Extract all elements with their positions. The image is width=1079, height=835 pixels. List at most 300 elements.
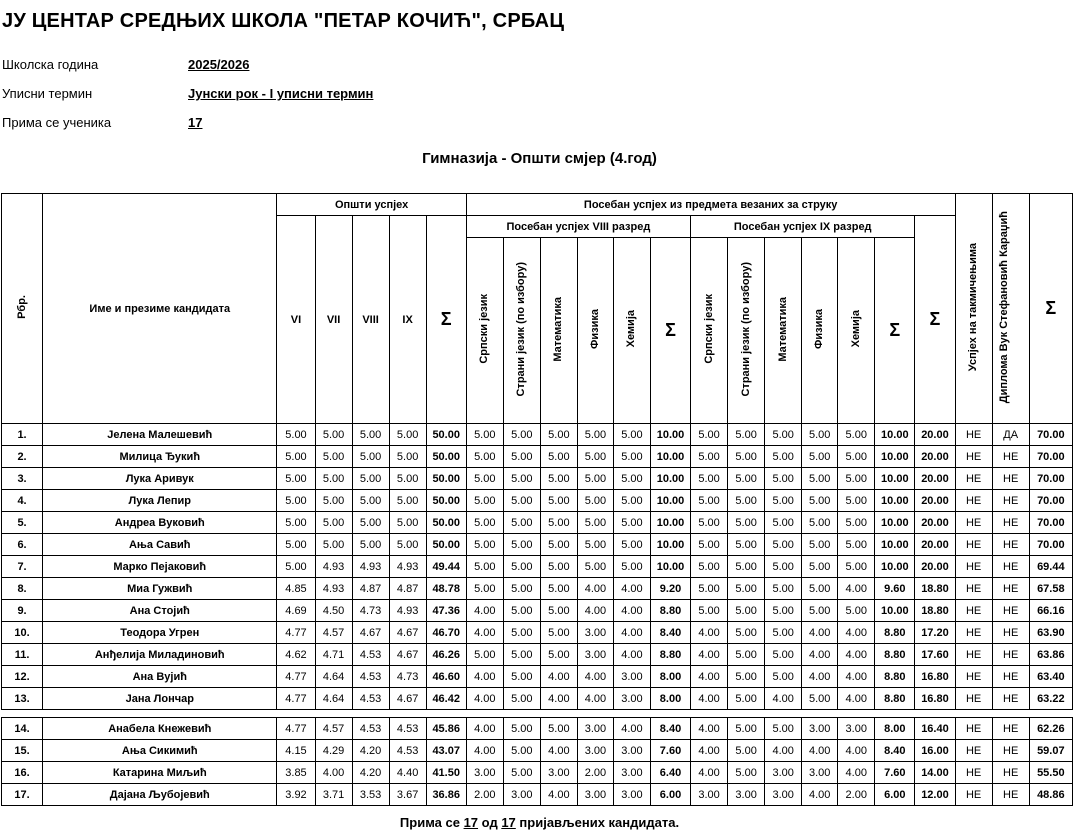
s8-cell: 4.00 (466, 600, 503, 622)
ranking-table (1, 193, 1073, 806)
s8-cell: 5.00 (503, 512, 540, 534)
s9-cell: 5.00 (838, 424, 875, 446)
grade-cell: 4.71 (315, 644, 352, 666)
grade-cell: 5.00 (389, 512, 426, 534)
header-s8-math: Математика (540, 238, 577, 424)
row-number: 9. (2, 600, 43, 622)
general-sum-cell: 46.70 (426, 622, 466, 644)
grade-cell: 4.20 (352, 762, 389, 784)
grade-cell: 5.00 (315, 446, 352, 468)
s8-sum-cell: 6.40 (650, 762, 690, 784)
s8-cell: 5.00 (503, 718, 540, 740)
s9-cell: 4.00 (802, 784, 838, 806)
s8-sum-cell: 8.80 (650, 644, 690, 666)
s8-sum-cell: 10.00 (650, 512, 690, 534)
header-s8-sum: Σ (650, 238, 690, 424)
candidate-name: Јелена Малешевић (43, 424, 277, 446)
general-sum-cell: 50.00 (426, 446, 466, 468)
total-cell: 63.22 (1029, 688, 1072, 710)
general-sum-cell: 50.00 (426, 490, 466, 512)
header-general-success: Општи успјех (277, 194, 466, 216)
s8-cell: 5.00 (613, 424, 650, 446)
table-row (2, 534, 1073, 556)
s8-cell: 5.00 (577, 556, 613, 578)
s8-cell: 5.00 (503, 446, 540, 468)
grade-cell: 4.67 (389, 644, 426, 666)
s8-sum-cell: 10.00 (650, 490, 690, 512)
grade-cell: 4.93 (315, 578, 352, 600)
s8-cell: 4.00 (466, 622, 503, 644)
candidate-name: Анђелија Миладиновић (43, 644, 277, 666)
general-sum-cell: 50.00 (426, 534, 466, 556)
competition-cell: НЕ (955, 784, 992, 806)
s8-cell: 5.00 (503, 578, 540, 600)
general-sum-cell: 46.42 (426, 688, 466, 710)
grade-cell: 5.00 (389, 468, 426, 490)
s8-cell: 5.00 (540, 446, 577, 468)
s8-cell: 5.00 (466, 468, 503, 490)
grade-cell: 4.64 (315, 688, 352, 710)
general-sum-cell: 50.00 (426, 512, 466, 534)
row-number: 14. (2, 718, 43, 740)
header-grade-7: VII (315, 216, 352, 424)
s9-cell: 5.00 (691, 578, 728, 600)
special-sum-cell: 20.00 (915, 424, 955, 446)
s8-sum-cell: 8.40 (650, 718, 690, 740)
diploma-cell: НЕ (992, 534, 1029, 556)
separator-row (2, 710, 1073, 718)
header-special-8: Посебан успјех VIII разред (466, 216, 690, 238)
meta-label: Школска година (2, 57, 99, 72)
s8-cell: 5.00 (503, 644, 540, 666)
diploma-cell: ДА (992, 424, 1029, 446)
diploma-cell: НЕ (992, 512, 1029, 534)
row-number: 1. (2, 424, 43, 446)
competition-cell: НЕ (955, 446, 992, 468)
header-special-sum: Σ (915, 216, 955, 424)
grade-cell: 4.57 (315, 718, 352, 740)
s9-cell: 5.00 (765, 468, 802, 490)
s9-cell: 5.00 (691, 424, 728, 446)
s8-sum-cell: 10.00 (650, 446, 690, 468)
row-number: 16. (2, 762, 43, 784)
grade-cell: 4.69 (277, 600, 315, 622)
table-row (2, 512, 1073, 534)
total-cell: 66.16 (1029, 600, 1072, 622)
s8-cell: 4.00 (577, 688, 613, 710)
s9-cell: 5.00 (765, 600, 802, 622)
s8-cell: 3.00 (613, 784, 650, 806)
s8-cell: 5.00 (540, 490, 577, 512)
s8-cell: 4.00 (540, 666, 577, 688)
s8-sum-cell: 7.60 (650, 740, 690, 762)
competition-cell: НЕ (955, 534, 992, 556)
row-number: 2. (2, 446, 43, 468)
candidate-name: Ана Вујић (43, 666, 277, 688)
candidate-name: Андреа Вуковић (43, 512, 277, 534)
s9-cell: 5.00 (691, 490, 728, 512)
s9-cell: 5.00 (691, 446, 728, 468)
meta-label: Уписни термин (2, 86, 93, 101)
s9-cell: 4.00 (838, 578, 875, 600)
grade-cell: 5.00 (352, 534, 389, 556)
competition-cell: НЕ (955, 468, 992, 490)
s9-cell: 5.00 (802, 556, 838, 578)
s9-cell: 5.00 (765, 424, 802, 446)
diploma-cell: НЕ (992, 688, 1029, 710)
row-number: 13. (2, 688, 43, 710)
s8-cell: 4.00 (540, 784, 577, 806)
header-diploma: Диплома Вук Стефановић Караџић (992, 194, 1029, 424)
general-sum-cell: 47.36 (426, 600, 466, 622)
s9-cell: 4.00 (838, 688, 875, 710)
s8-cell: 5.00 (503, 534, 540, 556)
s9-cell: 5.00 (765, 666, 802, 688)
s9-cell: 5.00 (691, 556, 728, 578)
special-sum-cell: 16.00 (915, 740, 955, 762)
s8-cell: 5.00 (466, 512, 503, 534)
s9-cell: 5.00 (728, 762, 765, 784)
s8-cell: 5.00 (540, 468, 577, 490)
s9-cell: 5.00 (838, 490, 875, 512)
special-sum-cell: 17.60 (915, 644, 955, 666)
s8-cell: 4.00 (577, 600, 613, 622)
general-sum-cell: 49.44 (426, 556, 466, 578)
s9-sum-cell: 8.80 (875, 644, 915, 666)
s8-cell: 3.00 (613, 688, 650, 710)
s9-cell: 5.00 (765, 644, 802, 666)
grade-cell: 5.00 (352, 512, 389, 534)
special-sum-cell: 16.40 (915, 718, 955, 740)
s9-sum-cell: 8.80 (875, 688, 915, 710)
s8-cell: 5.00 (503, 424, 540, 446)
s8-cell: 4.00 (613, 600, 650, 622)
s8-cell: 5.00 (503, 740, 540, 762)
s8-cell: 4.00 (577, 578, 613, 600)
s9-cell: 5.00 (838, 534, 875, 556)
s9-cell: 3.00 (802, 718, 838, 740)
general-sum-cell: 50.00 (426, 424, 466, 446)
s9-cell: 3.00 (838, 718, 875, 740)
grade-cell: 4.93 (315, 556, 352, 578)
grade-cell: 4.53 (352, 666, 389, 688)
table-row (2, 490, 1073, 512)
s8-cell: 5.00 (613, 534, 650, 556)
footer-accepted-count: 17 (463, 815, 479, 830)
meta-value: 17 (188, 115, 203, 130)
competition-cell: НЕ (955, 512, 992, 534)
s8-cell: 5.00 (613, 512, 650, 534)
row-number: 6. (2, 534, 43, 556)
s9-cell: 5.00 (802, 688, 838, 710)
special-sum-cell: 17.20 (915, 622, 955, 644)
s9-cell: 5.00 (838, 446, 875, 468)
table-row (2, 688, 1073, 710)
total-cell: 70.00 (1029, 446, 1072, 468)
diploma-cell: НЕ (992, 600, 1029, 622)
s9-cell: 5.00 (802, 600, 838, 622)
meta-label: Прима се ученика (2, 115, 112, 130)
s9-cell: 4.00 (802, 740, 838, 762)
s8-cell: 5.00 (540, 718, 577, 740)
grade-cell: 3.71 (315, 784, 352, 806)
grade-cell: 4.53 (352, 718, 389, 740)
competition-cell: НЕ (955, 740, 992, 762)
diploma-cell: НЕ (992, 666, 1029, 688)
s9-cell: 5.00 (728, 578, 765, 600)
header-grade-6: VI (277, 216, 315, 424)
row-number: 8. (2, 578, 43, 600)
diploma-cell: НЕ (992, 446, 1029, 468)
grade-cell: 4.53 (352, 644, 389, 666)
table-row (2, 784, 1073, 806)
s8-cell: 5.00 (503, 688, 540, 710)
table-row (2, 644, 1073, 666)
s8-cell: 3.00 (613, 666, 650, 688)
s8-cell: 5.00 (466, 578, 503, 600)
s8-cell: 5.00 (613, 468, 650, 490)
s8-sum-cell: 6.00 (650, 784, 690, 806)
s8-cell: 3.00 (577, 644, 613, 666)
s8-cell: 5.00 (577, 446, 613, 468)
header-s9-physics: Физика (802, 238, 838, 424)
s8-cell: 5.00 (540, 600, 577, 622)
header-s9-chemistry: Хемија (838, 238, 875, 424)
s9-cell: 5.00 (765, 718, 802, 740)
s8-cell: 5.00 (613, 490, 650, 512)
grade-cell: 4.85 (277, 578, 315, 600)
s9-cell: 4.00 (765, 688, 802, 710)
table-row (2, 556, 1073, 578)
grade-cell: 3.53 (352, 784, 389, 806)
grade-cell: 5.00 (352, 490, 389, 512)
header-s9-foreign: Страни језик (по избору) (728, 238, 765, 424)
grade-cell: 5.00 (352, 446, 389, 468)
s8-cell: 5.00 (577, 468, 613, 490)
grade-cell: 4.67 (389, 688, 426, 710)
general-sum-cell: 41.50 (426, 762, 466, 784)
row-number: 3. (2, 468, 43, 490)
total-cell: 55.50 (1029, 762, 1072, 784)
s9-cell: 5.00 (728, 622, 765, 644)
grade-cell: 4.77 (277, 688, 315, 710)
s8-sum-cell: 8.80 (650, 600, 690, 622)
competition-cell: НЕ (955, 666, 992, 688)
competition-cell: НЕ (955, 578, 992, 600)
grade-cell: 3.92 (277, 784, 315, 806)
s9-cell: 5.00 (728, 666, 765, 688)
header-s9-math: Математика (765, 238, 802, 424)
s9-cell: 5.00 (765, 512, 802, 534)
total-cell: 70.00 (1029, 512, 1072, 534)
s9-cell: 5.00 (728, 424, 765, 446)
general-sum-cell: 45.86 (426, 718, 466, 740)
s9-cell: 4.00 (691, 644, 728, 666)
s8-cell: 3.00 (613, 762, 650, 784)
grade-cell: 4.67 (389, 622, 426, 644)
diploma-cell: НЕ (992, 644, 1029, 666)
table-row (2, 468, 1073, 490)
candidate-name: Ања Савић (43, 534, 277, 556)
s9-cell: 5.00 (728, 718, 765, 740)
s8-cell: 3.00 (613, 740, 650, 762)
s9-cell: 4.00 (838, 666, 875, 688)
s9-cell: 5.00 (691, 468, 728, 490)
s9-sum-cell: 10.00 (875, 556, 915, 578)
s8-cell: 4.00 (540, 688, 577, 710)
special-sum-cell: 20.00 (915, 534, 955, 556)
row-number: 15. (2, 740, 43, 762)
header-s9-sum: Σ (875, 238, 915, 424)
total-cell: 67.58 (1029, 578, 1072, 600)
s8-cell: 2.00 (577, 762, 613, 784)
s9-cell: 5.00 (728, 600, 765, 622)
special-sum-cell: 12.00 (915, 784, 955, 806)
row-number: 12. (2, 666, 43, 688)
grade-cell: 5.00 (277, 424, 315, 446)
grade-cell: 5.00 (315, 490, 352, 512)
s9-cell: 5.00 (838, 468, 875, 490)
diploma-cell: НЕ (992, 622, 1029, 644)
s8-sum-cell: 10.00 (650, 468, 690, 490)
s9-cell: 4.00 (838, 762, 875, 784)
s9-cell: 5.00 (838, 600, 875, 622)
s8-cell: 5.00 (466, 644, 503, 666)
grade-cell: 5.00 (389, 534, 426, 556)
s9-cell: 4.00 (838, 622, 875, 644)
s9-sum-cell: 6.00 (875, 784, 915, 806)
candidate-name: Миа Гужвић (43, 578, 277, 600)
s8-cell: 3.00 (577, 740, 613, 762)
grade-cell: 5.00 (277, 468, 315, 490)
diploma-cell: НЕ (992, 740, 1029, 762)
table-row (2, 718, 1073, 740)
program-title: Гимназија - Општи смјер (4.год) (422, 150, 657, 167)
diploma-cell: НЕ (992, 490, 1029, 512)
s9-cell: 5.00 (728, 468, 765, 490)
grade-cell: 4.15 (277, 740, 315, 762)
grade-cell: 4.77 (277, 622, 315, 644)
table-row (2, 740, 1073, 762)
s9-cell: 4.00 (838, 740, 875, 762)
row-number: 11. (2, 644, 43, 666)
s8-cell: 5.00 (577, 534, 613, 556)
grade-cell: 5.00 (352, 424, 389, 446)
s8-cell: 2.00 (466, 784, 503, 806)
s8-cell: 3.00 (577, 622, 613, 644)
s8-cell: 5.00 (503, 622, 540, 644)
s8-cell: 3.00 (503, 784, 540, 806)
total-cell: 63.40 (1029, 666, 1072, 688)
diploma-cell: НЕ (992, 784, 1029, 806)
diploma-cell: НЕ (992, 556, 1029, 578)
total-cell: 70.00 (1029, 468, 1072, 490)
s8-cell: 5.00 (540, 622, 577, 644)
s9-sum-cell: 9.60 (875, 578, 915, 600)
s8-cell: 4.00 (540, 740, 577, 762)
total-cell: 63.90 (1029, 622, 1072, 644)
s9-cell: 5.00 (802, 534, 838, 556)
s9-cell: 5.00 (802, 446, 838, 468)
s9-cell: 5.00 (802, 468, 838, 490)
total-cell: 70.00 (1029, 490, 1072, 512)
s9-cell: 4.00 (691, 718, 728, 740)
s9-cell: 5.00 (838, 556, 875, 578)
s9-sum-cell: 10.00 (875, 600, 915, 622)
row-number: 17. (2, 784, 43, 806)
total-cell: 59.07 (1029, 740, 1072, 762)
s9-cell: 5.00 (838, 512, 875, 534)
s9-cell: 5.00 (728, 688, 765, 710)
s8-cell: 5.00 (577, 424, 613, 446)
candidate-name: Милица Ђукић (43, 446, 277, 468)
special-sum-cell: 20.00 (915, 446, 955, 468)
header-competitions: Успјех на такмичењима (955, 194, 992, 424)
table-row (2, 622, 1073, 644)
row-number: 7. (2, 556, 43, 578)
header-total-sum: Σ (1029, 194, 1072, 424)
table-row (2, 762, 1073, 784)
table-row (2, 600, 1073, 622)
s8-cell: 3.00 (466, 762, 503, 784)
s9-cell: 5.00 (728, 644, 765, 666)
competition-cell: НЕ (955, 762, 992, 784)
s9-cell: 5.00 (765, 446, 802, 468)
footer-applied-count: 17 (501, 815, 516, 830)
meta-value: 2025/2026 (188, 57, 250, 72)
candidate-name: Ања Сикимић (43, 740, 277, 762)
grade-cell: 4.93 (389, 600, 426, 622)
s9-cell: 5.00 (691, 512, 728, 534)
s8-cell: 5.00 (466, 534, 503, 556)
s8-cell: 5.00 (613, 556, 650, 578)
s8-cell: 5.00 (466, 556, 503, 578)
s8-sum-cell: 8.40 (650, 622, 690, 644)
diploma-cell: НЕ (992, 762, 1029, 784)
s9-cell: 5.00 (728, 446, 765, 468)
grade-cell: 5.00 (277, 512, 315, 534)
special-sum-cell: 18.80 (915, 600, 955, 622)
competition-cell: НЕ (955, 600, 992, 622)
s8-sum-cell: 8.00 (650, 666, 690, 688)
header-s8-serbian: Српски језик (466, 238, 503, 424)
s9-cell: 4.00 (802, 666, 838, 688)
grade-cell: 4.67 (352, 622, 389, 644)
header-grade-8: VIII (352, 216, 389, 424)
diploma-cell: НЕ (992, 578, 1029, 600)
s8-cell: 5.00 (503, 600, 540, 622)
total-cell: 70.00 (1029, 424, 1072, 446)
table-row (2, 578, 1073, 600)
competition-cell: НЕ (955, 718, 992, 740)
header-grade-9: IX (389, 216, 426, 424)
s8-cell: 3.00 (577, 784, 613, 806)
candidate-name: Теодора Угрен (43, 622, 277, 644)
total-cell: 70.00 (1029, 534, 1072, 556)
s9-cell: 5.00 (765, 534, 802, 556)
s8-cell: 3.00 (577, 718, 613, 740)
s8-cell: 4.00 (613, 578, 650, 600)
general-sum-cell: 36.86 (426, 784, 466, 806)
grade-cell: 5.00 (277, 446, 315, 468)
s9-cell: 4.00 (691, 622, 728, 644)
total-cell: 69.44 (1029, 556, 1072, 578)
grade-cell: 5.00 (315, 424, 352, 446)
s9-sum-cell: 7.60 (875, 762, 915, 784)
table-row (2, 424, 1073, 446)
s8-cell: 5.00 (540, 556, 577, 578)
s8-sum-cell: 9.20 (650, 578, 690, 600)
